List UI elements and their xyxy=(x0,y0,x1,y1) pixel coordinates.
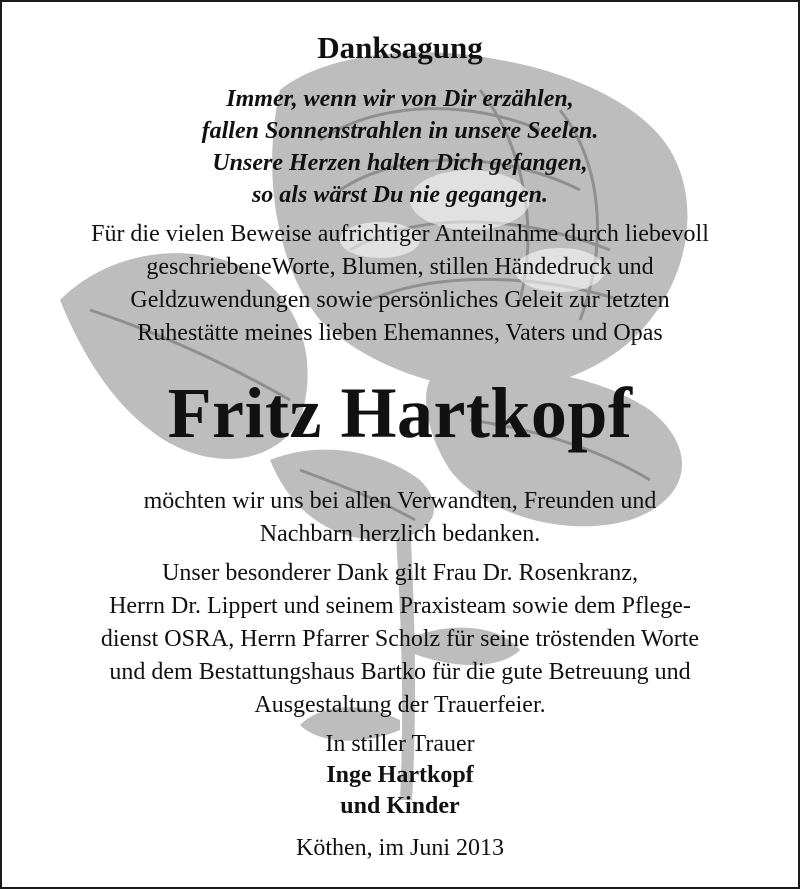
special-thanks-line: Ausgestaltung der Trauerfeier. xyxy=(254,692,546,718)
intro-line: Für die vielen Beweise aufrichtiger Anteilnahme durch liebevoll xyxy=(91,221,709,247)
mourning-phrase: In stiller Trauer xyxy=(325,731,475,757)
place-date: Köthen, im Juni 2013 xyxy=(296,835,504,861)
notice-title: Danksagung xyxy=(317,30,483,65)
poem-line: so als wärst Du nie gegangen. xyxy=(251,182,549,208)
intro-line: Geldzuwendungen sowie persönliches Geleit zur letzten xyxy=(130,287,670,313)
special-thanks-line: und dem Bestattungshaus Bartko für die gute Betreuung und xyxy=(109,659,691,685)
poem-line: Immer, wenn wir von Dir erzählen, xyxy=(226,86,574,112)
deceased-name: Fritz Hartkopf xyxy=(167,373,633,453)
thanks-line: möchten wir uns bei allen Verwandten, Freunden und xyxy=(143,488,657,514)
special-thanks-line: Herrn Dr. Lippert und seinem Praxisteam sowie dem Pflege- xyxy=(109,593,691,619)
poem-line: Unsere Herzen halten Dich gefangen, xyxy=(212,150,588,176)
signer-family: und Kinder xyxy=(340,793,460,819)
special-thanks-line: Unser besonderer Dank gilt Frau Dr. Rosenkranz, xyxy=(162,560,638,586)
special-thanks-line: dienst OSRA, Herrn Pfarrer Scholz für seine tröstenden Worte xyxy=(100,626,700,652)
thanks-line: Nachbarn herzlich bedanken. xyxy=(259,521,541,547)
poem-line: fallen Sonnenstrahlen in unsere Seelen. xyxy=(201,118,599,144)
signer-name: Inge Hartkopf xyxy=(326,762,474,788)
intro-line: geschriebeneWorte, Blumen, stillen Händedruck und xyxy=(146,254,654,280)
intro-line: Ruhestätte meines lieben Ehemannes, Vaters und Opas xyxy=(137,320,663,346)
